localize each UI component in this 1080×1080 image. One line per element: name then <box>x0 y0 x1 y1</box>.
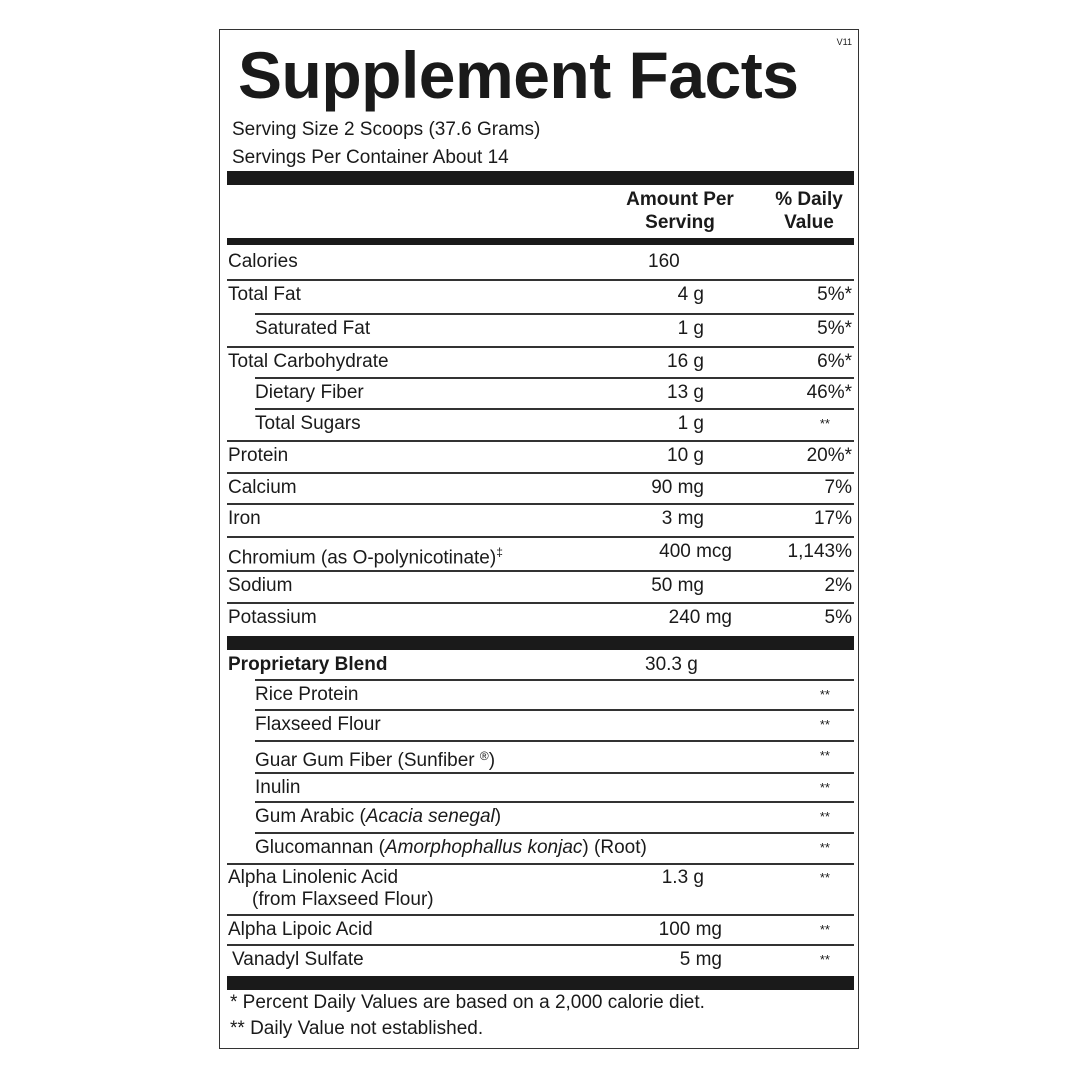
nutrient-amount: 1 g <box>677 318 704 339</box>
nutrient-name: Dietary Fiber <box>255 382 364 403</box>
thick-divider-top <box>227 171 854 185</box>
footnote-not-established: ** Daily Value not established. <box>230 1018 484 1039</box>
registered-mark: ® <box>479 749 489 763</box>
blend-row <box>220 773 860 803</box>
nutrient-daily-value: 2% <box>824 575 852 596</box>
nutrient-amount: 16 g <box>667 351 704 372</box>
nutrient-daily-value: 5%* <box>817 284 852 305</box>
footnote-daily-value: * Percent Daily Values are based on a 2,000 calorie diet. <box>230 992 705 1013</box>
ingredient-name-close: ) <box>494 806 502 827</box>
nutrient-row <box>220 280 860 310</box>
blend-row <box>220 915 860 945</box>
nutrient-daily-value: 1,143% <box>787 541 852 562</box>
blend-ingredient-daily-value: ** <box>819 809 830 824</box>
nutrient-name: Calcium <box>228 477 297 498</box>
other-ingredient-name: Alpha Linolenic Acid <box>228 867 399 888</box>
serving-size: Serving Size 2 Scoops (37.6 Grams) <box>232 119 541 140</box>
nutrient-amount: 400 mcg <box>659 541 732 562</box>
header-dv-line2: Value <box>784 212 834 233</box>
blend-row <box>220 945 860 975</box>
blend-row <box>220 680 860 710</box>
nutrient-row <box>220 441 860 471</box>
nutrient-daily-value: 7% <box>824 477 852 498</box>
nutrient-amount: 4 g <box>677 284 704 305</box>
nutrient-row <box>220 314 860 344</box>
nutrient-amount: 1 g <box>677 413 704 434</box>
ingredient-name-text: Rice Protein <box>255 684 359 705</box>
header-amount-line2: Serving <box>645 212 715 233</box>
version-code: V11 <box>836 37 852 47</box>
daily-value-header <box>760 188 858 234</box>
nutrient-amount: 13 g <box>667 382 704 403</box>
double-dagger-mark: ‡ <box>496 545 503 559</box>
nutrient-daily-value: 20%* <box>806 445 852 466</box>
blend-row <box>220 833 860 863</box>
nutrient-daily-value: ** <box>819 416 830 431</box>
nutrient-row <box>220 378 860 408</box>
divider-header <box>227 238 854 245</box>
blend-ingredient-name <box>255 802 501 832</box>
nutrient-name: Calories <box>228 251 298 272</box>
other-ingredient-amount: 5 mg <box>679 949 722 970</box>
nutrient-daily-value: 6%* <box>817 351 852 372</box>
nutrient-amount: 90 mg <box>651 477 704 498</box>
nutrient-name: Total Sugars <box>255 413 361 434</box>
ingredient-latin-name: Acacia senegal <box>365 806 495 827</box>
ingredient-name-text: Glucomannan ( <box>255 837 385 858</box>
blend-ingredient-name <box>255 773 300 803</box>
blend-ingredient-daily-value: ** <box>819 840 830 855</box>
blend-ingredient-daily-value: ** <box>819 748 830 763</box>
blend-amount: 30.3 g <box>645 654 698 675</box>
blend-row <box>220 710 860 740</box>
nutrient-name: Saturated Fat <box>255 318 371 339</box>
row-divider <box>227 863 854 865</box>
other-ingredient-daily-value: ** <box>819 952 830 967</box>
blend-ingredient-daily-value: ** <box>819 780 830 795</box>
nutrient-daily-value: 17% <box>813 508 852 529</box>
nutrient-name: Iron <box>228 508 261 529</box>
nutrient-name: Total Carbohydrate <box>228 351 389 372</box>
other-ingredient-name: Vanadyl Sulfate <box>232 949 364 970</box>
nutrient-row <box>220 409 860 439</box>
ingredient-name-text: Gum Arabic ( <box>255 806 366 827</box>
nutrient-daily-value: 46%* <box>806 382 852 403</box>
nutrient-amount: 160 <box>648 251 680 272</box>
ingredient-name-close: ) (Root) <box>582 837 647 858</box>
nutrient-amount: 10 g <box>667 445 704 466</box>
other-ingredient-amount: 100 mg <box>658 919 722 940</box>
blend-name: Proprietary Blend <box>228 654 388 675</box>
amount-per-serving-header <box>600 188 760 234</box>
servings-per-container: Servings Per Container About 14 <box>232 147 509 168</box>
nutrient-row <box>220 504 860 534</box>
blend-row <box>220 802 860 832</box>
nutrient-row <box>220 537 860 567</box>
blend-ingredient-name <box>255 833 647 863</box>
other-ingredient-daily-value: ** <box>819 870 830 885</box>
supplement-facts-panel <box>219 29 859 1049</box>
other-ingredient-amount: 1.3 g <box>661 867 704 888</box>
other-ingredient-source: (from Flaxseed Flour) <box>252 889 434 910</box>
nutrient-name: Chromium (as O-polynicotinate)‡ <box>228 545 503 569</box>
other-ingredient-name: Alpha Lipoic Acid <box>228 919 373 940</box>
nutrient-name: Total Fat <box>228 284 301 305</box>
ingredient-name-close: ) <box>488 750 496 771</box>
ingredient-latin-name: Amorphophallus konjac <box>384 837 583 858</box>
nutrient-amount: 3 mg <box>661 508 704 529</box>
nutrient-name: Protein <box>228 445 289 466</box>
thick-divider-blend <box>227 636 854 650</box>
blend-ingredient-name <box>255 741 495 776</box>
panel-title: Supplement Facts <box>238 38 799 112</box>
other-ingredient-daily-value: ** <box>819 922 830 937</box>
nutrient-daily-value: 5%* <box>817 318 852 339</box>
blend-ingredient-name <box>255 710 381 740</box>
blend-ingredient-daily-value: ** <box>819 717 830 732</box>
nutrient-row <box>220 347 860 377</box>
header-amount-line1: Amount Per <box>626 189 734 210</box>
nutrient-row <box>220 473 860 503</box>
nutrient-name: Potassium <box>228 607 317 628</box>
ingredient-name-text: Guar Gum Fiber (Sunfiber <box>255 750 480 771</box>
nutrient-amount: 240 mg <box>668 607 732 628</box>
nutrient-daily-value: 5% <box>824 607 852 628</box>
nutrient-amount: 50 mg <box>651 575 704 596</box>
blend-ingredient-name <box>255 680 359 710</box>
nutrient-name: Sodium <box>228 575 293 596</box>
other-ingredient-row <box>220 867 860 913</box>
ingredient-name-text: Flaxseed Flour <box>255 714 381 735</box>
nutrient-row <box>220 571 860 601</box>
nutrient-row <box>220 603 860 633</box>
header-dv-line1: % Daily <box>775 189 843 210</box>
ingredient-name-text: Inulin <box>255 777 301 798</box>
blend-row <box>220 741 860 771</box>
thick-divider-bottom <box>227 976 854 990</box>
nutrient-row <box>220 247 860 277</box>
blend-row <box>220 650 860 680</box>
blend-ingredient-daily-value: ** <box>819 687 830 702</box>
